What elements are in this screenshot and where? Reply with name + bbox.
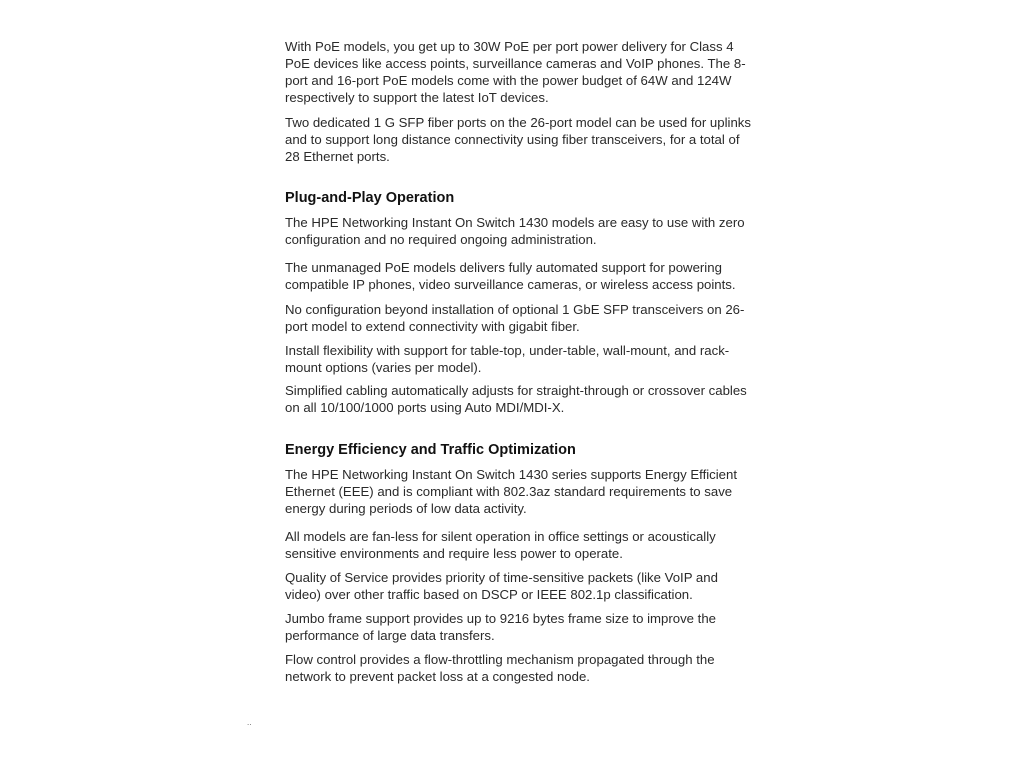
paragraph [285, 382, 805, 416]
paragraph [285, 214, 805, 248]
text-line: network to prevent packet loss at a congested node. [285, 669, 590, 684]
text-line: sensitive environments and require less power to operate. [285, 546, 623, 561]
text-line: compatible IP phones, video surveillance cameras, or wireless access points. [285, 277, 736, 292]
text-line: PoE devices like access points, surveillance cameras and VoIP phones. The 8- [285, 56, 746, 71]
paragraph [285, 259, 805, 293]
paragraph [285, 651, 805, 685]
text-line: configuration and no required ongoing administration. [285, 232, 597, 247]
paragraph [285, 569, 805, 603]
text-line: With PoE models, you get up to 30W PoE per port power delivery for Class 4 [285, 39, 734, 54]
paragraph [285, 342, 805, 376]
text-line: All models are fan-less for silent operation in office settings or acoustically [285, 529, 716, 544]
text-line: port model to extend connectivity with gigabit fiber. [285, 319, 580, 334]
text-line: mount options (varies per model). [285, 360, 482, 375]
text-line: Flow control provides a flow-throttling mechanism propagated through the [285, 652, 715, 667]
text-line: port and 16-port PoE models come with the power budget of 64W and 124W [285, 73, 732, 88]
section-heading: Energy Efficiency and Traffic Optimization [285, 442, 576, 458]
text-line: Two dedicated 1 G SFP fiber ports on the 26-port model can be used for uplinks [285, 115, 751, 130]
text-line: and to support long distance connectivity using fiber transceivers, for a total of [285, 132, 740, 147]
paragraph [285, 610, 805, 644]
paragraph [285, 466, 805, 517]
page-mark: .. [247, 718, 252, 727]
section-heading: Plug-and-Play Operation [285, 190, 455, 206]
paragraph [285, 38, 805, 106]
text-line: Jumbo frame support provides up to 9216 bytes frame size to improve the [285, 611, 717, 626]
text-line: performance of large data transfers. [285, 628, 495, 643]
text-line: 28 Ethernet ports. [285, 149, 390, 164]
text-line: The HPE Networking Instant On Switch 1430 series supports Energy Efficient [285, 467, 738, 482]
text-line: video) over other traffic based on DSCP or IEEE 802.1p classification. [285, 587, 693, 602]
text-line: on all 10/100/1000 ports using Auto MDI/MDI-X. [285, 400, 565, 415]
paragraph [285, 114, 805, 165]
text-line: Install flexibility with support for table-top, under-table, wall-mount, and rack- [285, 343, 730, 358]
text-line: Quality of Service provides priority of time-sensitive packets (like VoIP and [285, 570, 718, 585]
text-line: Simplified cabling automatically adjusts for straight-through or crossover cables [285, 383, 747, 398]
text-line: energy during periods of low data activity. [285, 501, 527, 516]
text-line: Ethernet (EEE) and is compliant with 802.3az standard requirements to save [285, 484, 733, 499]
text-line: The HPE Networking Instant On Switch 1430 models are easy to use with zero [285, 215, 745, 230]
text-line: No configuration beyond installation of optional 1 GbE SFP transceivers on 26- [285, 302, 745, 317]
text-line: The unmanaged PoE models delivers fully automated support for powering [285, 260, 722, 275]
text-line: respectively to support the latest IoT devices. [285, 90, 549, 105]
paragraph [285, 528, 805, 562]
paragraph [285, 301, 805, 335]
